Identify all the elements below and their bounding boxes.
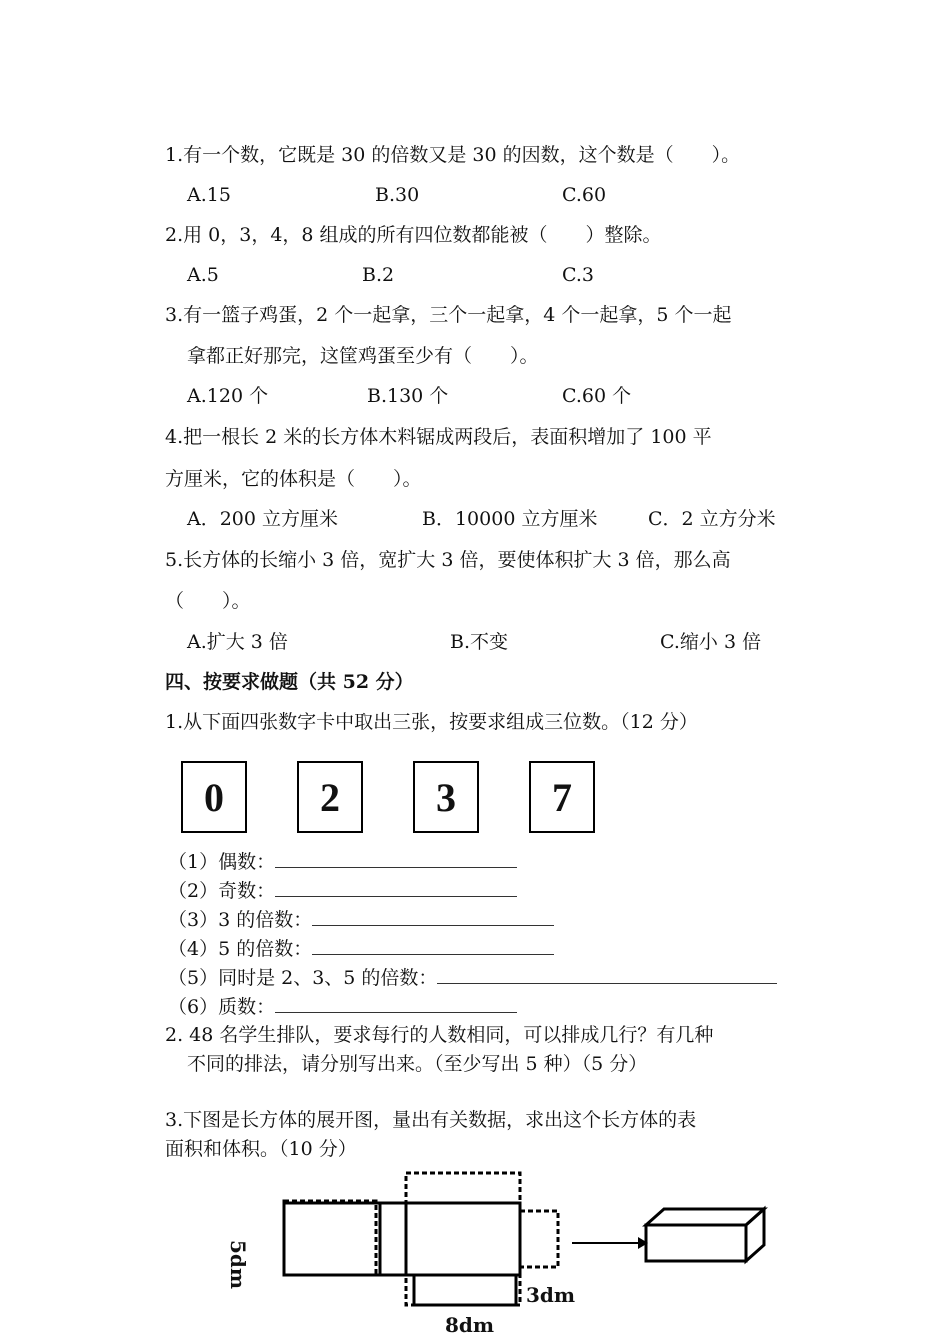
digit-card-7: 7 bbox=[529, 761, 595, 833]
cuboid-net-figure bbox=[240, 1165, 780, 1340]
label-length: 8dm bbox=[445, 1313, 495, 1337]
digit-card-3: 3 bbox=[413, 761, 479, 833]
blank-prime bbox=[168, 994, 517, 1019]
blank-prime-line[interactable] bbox=[275, 994, 517, 1013]
q2-option-c: C.3 bbox=[562, 264, 594, 286]
label-height: 5dm bbox=[226, 1240, 250, 1290]
net-right-face bbox=[520, 1211, 558, 1267]
s4-q3-line1: 3.下图是长方体的展开图，量出有关数据，求出这个长方体的表 bbox=[165, 1109, 697, 1131]
blank-mult3-line[interactable] bbox=[312, 907, 554, 926]
blank-mult235-label: （5）同时是 2、3、5 的倍数： bbox=[168, 967, 438, 989]
cuboid-side bbox=[746, 1209, 764, 1261]
q2-stem: 2.用 0，3，4，8 组成的所有四位数都能被（ ）整除。 bbox=[165, 224, 662, 246]
blank-mult3-label: （3）3 的倍数： bbox=[168, 909, 313, 931]
q4-option-b: B．10000 立方厘米 bbox=[422, 508, 598, 530]
q5-option-c: C.缩小 3 倍 bbox=[660, 631, 762, 653]
digit-card-0: 0 bbox=[181, 761, 247, 833]
net-left-face bbox=[284, 1201, 376, 1275]
q3-stem-line2: 拿都正好那完，这筐鸡蛋至少有（ ）。 bbox=[187, 345, 539, 367]
cuboid-front bbox=[646, 1225, 746, 1261]
blank-mult5-line[interactable] bbox=[312, 936, 554, 955]
blank-odd bbox=[168, 878, 517, 903]
blank-prime-label: （6）质数： bbox=[168, 996, 276, 1018]
blank-mult5 bbox=[168, 936, 554, 961]
blank-odd-label: （2）奇数： bbox=[168, 880, 276, 902]
blank-mult3 bbox=[168, 907, 554, 932]
blank-even bbox=[168, 849, 517, 874]
net-front-face bbox=[284, 1203, 380, 1275]
blank-even-label: （1）偶数： bbox=[168, 851, 276, 873]
q3-option-a: A.120 个 bbox=[187, 385, 269, 407]
q5-stem-line1: 5.长方体的长缩小 3 倍，宽扩大 3 倍，要使体积扩大 3 倍，那么高 bbox=[165, 549, 731, 571]
s4-q1-stem: 1.从下面四张数字卡中取出三张，按要求组成三位数。（12 分） bbox=[165, 711, 698, 733]
q4-stem-line1: 4.把一根长 2 米的长方体木料锯成两段后，表面积增加了 100 平 bbox=[165, 426, 712, 448]
q1-option-b: B.30 bbox=[375, 184, 420, 206]
blank-odd-line[interactable] bbox=[275, 878, 517, 897]
q3-option-b: B.130 个 bbox=[367, 385, 449, 407]
cuboid-top bbox=[646, 1209, 764, 1225]
label-width: 3dm bbox=[526, 1283, 576, 1307]
s4-q3-line2: 面积和体积。（10 分） bbox=[165, 1138, 357, 1160]
q4-stem-line2: 方厘米，它的体积是（ ）。 bbox=[165, 468, 422, 490]
q4-option-a: A．200 立方厘米 bbox=[187, 508, 339, 530]
q3-option-c: C.60 个 bbox=[562, 385, 632, 407]
q1-option-a: A.15 bbox=[187, 184, 231, 206]
q3-stem-line1: 3.有一篮子鸡蛋，2 个一起拿，三个一起拿，4 个一起拿，5 个一起 bbox=[165, 304, 732, 326]
q2-option-a: A.5 bbox=[187, 264, 219, 286]
net-bottom-face-dashed bbox=[406, 1275, 520, 1305]
blank-mult235-line[interactable] bbox=[437, 965, 777, 984]
blank-even-line[interactable] bbox=[275, 849, 517, 868]
digit-card-2: 2 bbox=[297, 761, 363, 833]
q2-option-b: B.2 bbox=[362, 264, 395, 286]
s4-q2-line1: 2. 48 名学生排队，要求每行的人数相同，可以排成几行？有几种 bbox=[165, 1024, 714, 1046]
section-4-title: 四、按要求做题（共 52 分） bbox=[165, 671, 414, 693]
blank-mult5-label: （4）5 的倍数： bbox=[168, 938, 313, 960]
s4-q2-line2: 不同的排法，请分别写出来。（至少写出 5 种）（5 分） bbox=[187, 1053, 648, 1075]
q5-stem-line2: （ ）。 bbox=[165, 590, 251, 612]
q4-option-c: C．2 立方分米 bbox=[648, 508, 776, 530]
blank-mult235 bbox=[168, 965, 777, 990]
q5-option-a: A.扩大 3 倍 bbox=[187, 631, 288, 653]
net-bottom-face bbox=[414, 1275, 516, 1305]
net-back-face bbox=[406, 1203, 520, 1275]
net-center-face bbox=[380, 1203, 520, 1275]
q1-stem: 1.有一个数，它既是 30 的倍数又是 30 的因数，这个数是（ ）。 bbox=[165, 144, 741, 166]
q5-option-b: B.不变 bbox=[450, 631, 509, 653]
net-top-face bbox=[406, 1173, 520, 1203]
q1-option-c: C.60 bbox=[562, 184, 607, 206]
